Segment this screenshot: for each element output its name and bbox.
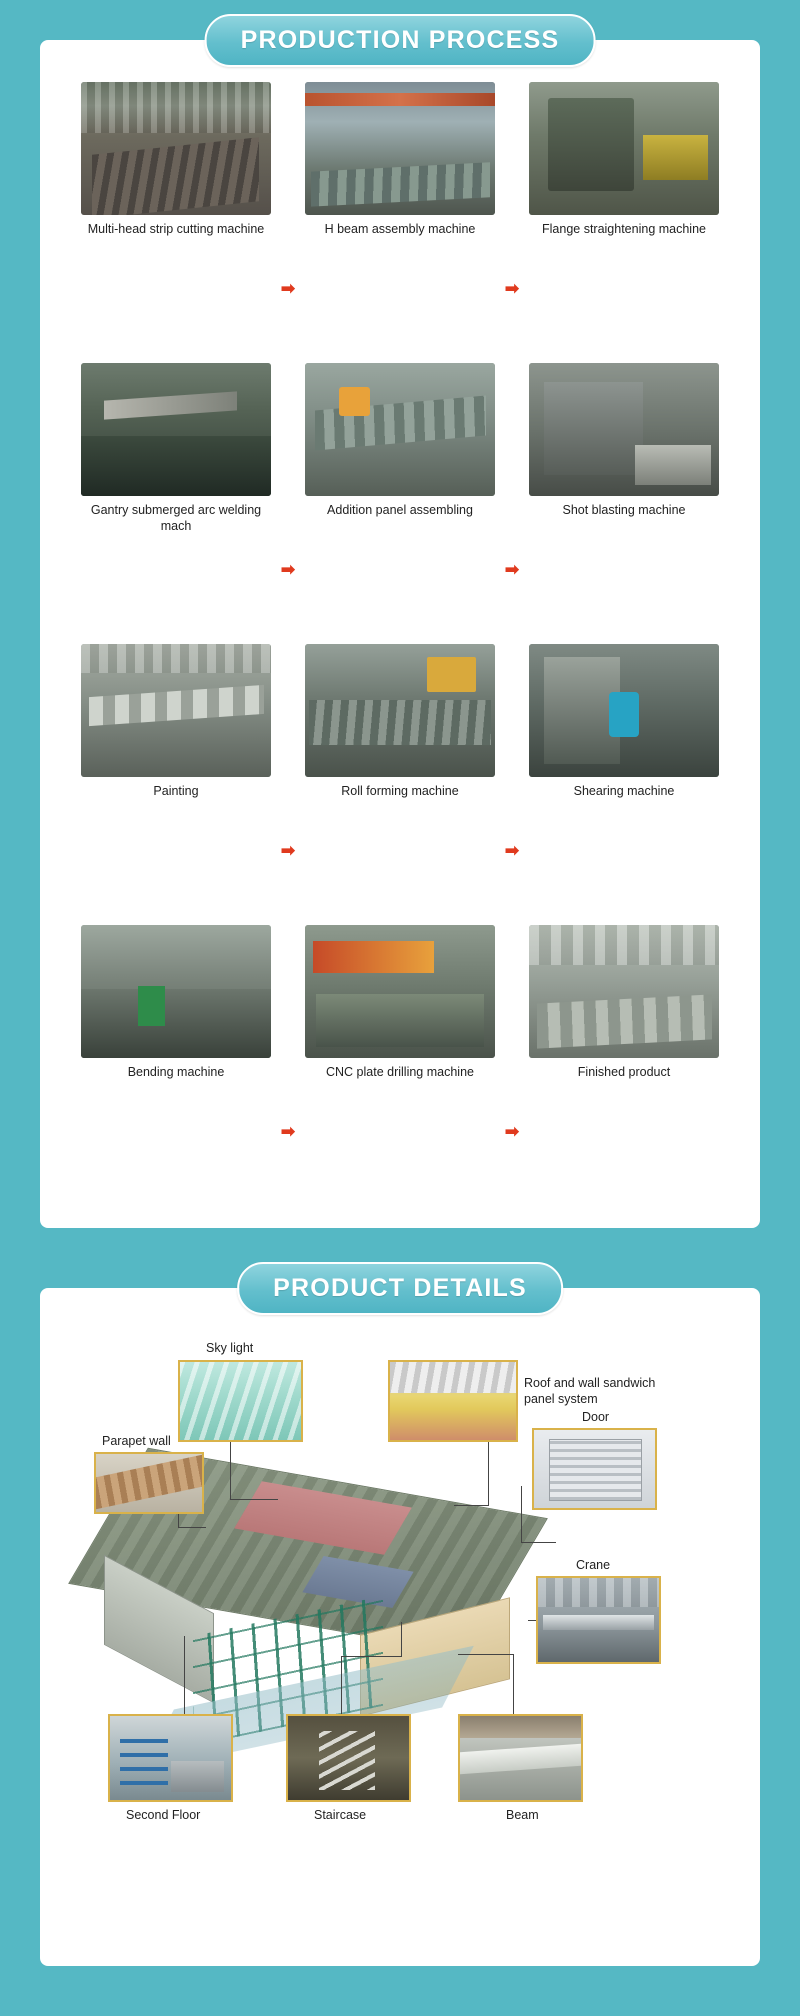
callout-image-parapet-wall xyxy=(94,1452,204,1514)
process-step[interactable] xyxy=(81,925,271,1081)
arrow-right-icon: ➡ xyxy=(504,1122,520,1141)
process-step-image xyxy=(81,925,271,1058)
callout-image-sky-light xyxy=(178,1360,303,1442)
leader-line xyxy=(341,1656,401,1657)
process-arrow-icon xyxy=(271,1065,305,1198)
process-step-caption: Flange straightening machine xyxy=(542,222,706,236)
process-step-image xyxy=(529,925,719,1058)
process-step-image xyxy=(529,82,719,215)
process-step[interactable] xyxy=(529,363,719,519)
process-step-image xyxy=(529,644,719,777)
process-arrow-icon xyxy=(495,784,529,917)
process-step-image xyxy=(81,644,271,777)
process-step-image xyxy=(305,82,495,215)
process-step[interactable] xyxy=(81,82,271,238)
callout-label-parapet-wall: Parapet wall xyxy=(102,1434,171,1448)
production-process-header xyxy=(205,14,596,67)
callout-image-sandwich-panel xyxy=(388,1360,518,1442)
process-step-image xyxy=(81,82,271,215)
process-step-image xyxy=(81,363,271,496)
arrow-right-icon: ➡ xyxy=(280,1122,296,1141)
callout-label-door: Door xyxy=(582,1410,610,1424)
leader-line xyxy=(521,1486,522,1543)
callout-image-staircase xyxy=(286,1714,411,1802)
leader-line xyxy=(454,1505,489,1506)
arrow-right-icon: ➡ xyxy=(280,560,296,579)
callout-label-sandwich-panel: Roof and wall sandwich panel system xyxy=(524,1376,656,1406)
process-step[interactable] xyxy=(305,363,495,519)
process-step-caption: Bending machine xyxy=(127,1065,225,1079)
leader-line xyxy=(488,1440,489,1506)
process-step[interactable] xyxy=(81,644,271,800)
production-process-panel xyxy=(40,26,760,1228)
process-step-caption: Shot blasting machine xyxy=(562,503,686,517)
process-step[interactable] xyxy=(305,82,495,238)
process-arrow-icon xyxy=(495,222,529,355)
leader-line xyxy=(230,1442,231,1500)
process-row xyxy=(58,644,742,917)
arrow-right-icon: ➡ xyxy=(280,279,296,298)
arrow-right-icon: ➡ xyxy=(504,560,520,579)
process-step-caption: Shearing machine xyxy=(573,784,675,798)
process-arrow-icon xyxy=(271,784,305,917)
process-step[interactable] xyxy=(529,925,719,1081)
process-row xyxy=(58,925,742,1198)
process-row xyxy=(58,82,742,355)
callout-label-sky-light: Sky light xyxy=(206,1341,254,1355)
product-details-header xyxy=(237,1262,563,1315)
process-step[interactable] xyxy=(529,644,719,800)
leader-line xyxy=(401,1622,402,1657)
process-step[interactable] xyxy=(81,363,271,534)
product-details-title: PRODUCT DETAILS xyxy=(273,1274,527,1302)
callout-label-beam: Beam xyxy=(506,1808,539,1822)
process-step-image xyxy=(305,925,495,1058)
product-diagram xyxy=(58,1336,742,1936)
process-row xyxy=(58,363,742,636)
process-arrow-icon xyxy=(271,222,305,355)
leader-line xyxy=(458,1654,514,1655)
process-step-caption: Finished product xyxy=(577,1065,671,1079)
arrow-right-icon: ➡ xyxy=(504,841,520,860)
callout-image-door xyxy=(532,1428,657,1510)
process-step-caption: Multi-head strip cutting machine xyxy=(87,222,265,236)
production-process-title: PRODUCTION PROCESS xyxy=(240,26,560,54)
arrow-right-icon: ➡ xyxy=(280,841,296,860)
process-arrow-icon xyxy=(495,1065,529,1198)
callout-label-second-floor: Second Floor xyxy=(126,1808,201,1822)
arrow-right-icon: ➡ xyxy=(504,279,520,298)
process-arrow-icon xyxy=(495,503,529,636)
process-step-image xyxy=(305,644,495,777)
process-step-image xyxy=(529,363,719,496)
process-step[interactable] xyxy=(305,644,495,800)
process-step-caption: Addition panel assembling xyxy=(327,503,473,517)
leader-line xyxy=(178,1527,206,1528)
process-step-caption: Roll forming machine xyxy=(341,784,459,798)
callout-label-staircase: Staircase xyxy=(314,1808,367,1822)
process-step-caption: H beam assembly machine xyxy=(324,222,476,236)
product-details-panel xyxy=(40,1274,760,1966)
callout-image-crane xyxy=(536,1576,661,1664)
callout-image-second-floor xyxy=(108,1714,233,1802)
process-step-image xyxy=(305,363,495,496)
process-step[interactable] xyxy=(305,925,495,1081)
callout-label-crane: Crane xyxy=(576,1558,611,1572)
process-arrow-icon xyxy=(271,503,305,636)
process-step[interactable] xyxy=(529,82,719,238)
leader-line xyxy=(230,1499,278,1500)
process-step-caption: CNC plate drilling machine xyxy=(326,1065,474,1079)
process-step-caption: Gantry submerged arc welding mach xyxy=(90,503,262,533)
process-step-caption: Painting xyxy=(153,784,199,798)
leader-line xyxy=(521,1542,556,1543)
callout-image-beam xyxy=(458,1714,583,1802)
